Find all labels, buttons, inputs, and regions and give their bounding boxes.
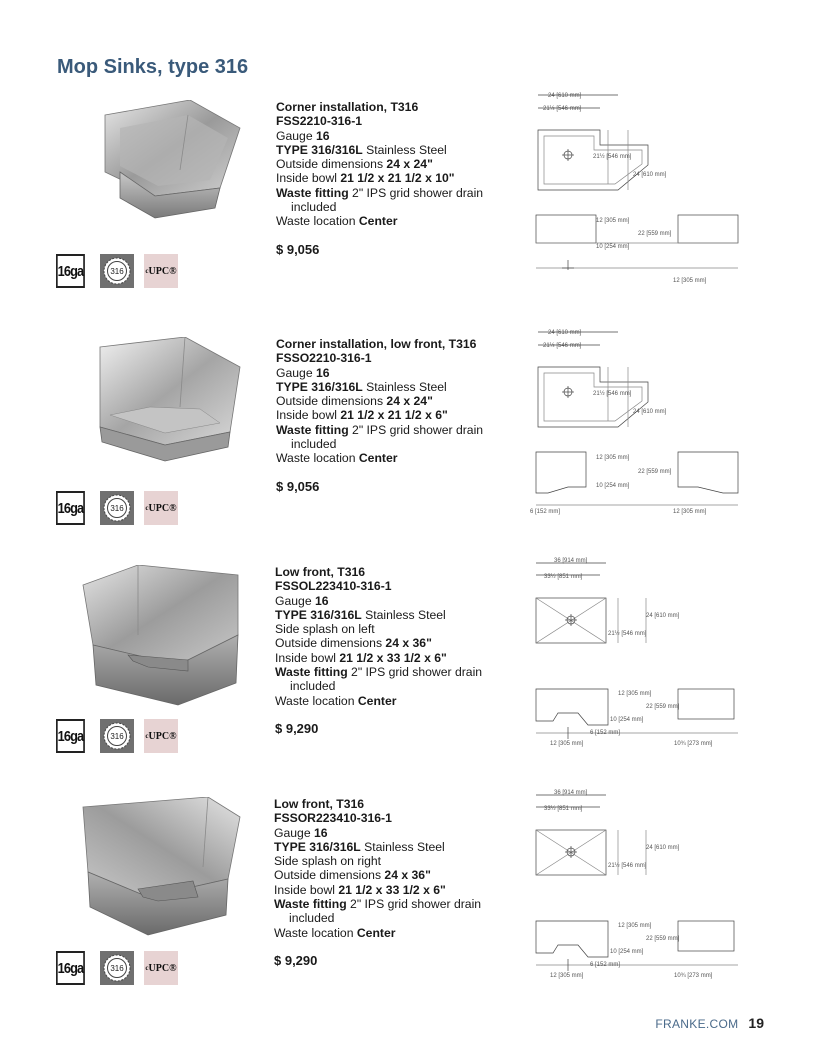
product-name: Corner installation, T316 xyxy=(276,100,419,114)
inside-bowl-line: Inside bowl 21 1/2 x 33 1/2 x 6" xyxy=(274,882,446,897)
dim-label: 36 [914 mm] xyxy=(554,558,588,564)
certification-badges xyxy=(56,254,178,290)
gauge-badge: 16ga xyxy=(56,719,85,753)
type-line: TYPE 316/316L Stainless Steel xyxy=(276,379,447,394)
dim-label: 12 [305 mm] xyxy=(550,973,584,979)
technical-drawing xyxy=(528,90,748,290)
upc-badge: c UPC® xyxy=(144,254,178,288)
product-name: Low front, T316 xyxy=(275,565,366,579)
dim-label: 36 [914 mm] xyxy=(554,790,588,796)
type-line: TYPE 316/316L Stainless Steel xyxy=(274,839,445,854)
dim-label: 21½ [546 mm] xyxy=(608,631,647,637)
dim-label: 10¾ [273 mm] xyxy=(674,973,713,979)
dim-label: 24 [610 mm] xyxy=(633,409,667,415)
product-photo xyxy=(80,100,252,250)
outside-dimensions-line: Outside dimensions 24 x 36" xyxy=(275,636,432,651)
type-316-badge-icon xyxy=(100,719,134,753)
dim-label: 24 [610 mm] xyxy=(646,845,680,851)
upc-badge: c UPC® xyxy=(144,491,178,525)
outside-dimensions-line: Outside dimensions 24 x 36" xyxy=(274,868,431,883)
page-number: 19 xyxy=(748,1015,764,1031)
dim-label: 24 [610 mm] xyxy=(646,613,680,619)
waste-included: included xyxy=(289,911,335,926)
dim-label: 6 [152 mm] xyxy=(530,509,561,515)
product-model: FSSOR223410-316-1 xyxy=(274,811,392,826)
outside-dimensions-line: Outside dimensions 24 x 24" xyxy=(276,157,433,172)
upc-badge: c UPC® xyxy=(144,719,178,753)
product-fssor223410 xyxy=(0,790,816,1029)
product-price: $ 9,056 xyxy=(276,478,320,494)
certification-badges xyxy=(56,719,178,755)
dim-label: 12 [305 mm] xyxy=(550,741,584,747)
dim-label: 22 [559 mm] xyxy=(638,469,672,475)
side-splash-line: Side splash on left xyxy=(275,622,375,637)
technical-drawing xyxy=(528,327,748,527)
product-photo xyxy=(78,797,244,947)
dim-label: 12 [305 mm] xyxy=(673,278,707,284)
product-price: $ 9,290 xyxy=(274,952,318,968)
dim-label: 10 [254 mm] xyxy=(610,949,644,955)
type-316-badge-icon xyxy=(100,491,134,525)
svg-text:316: 316 xyxy=(110,504,124,513)
dim-label: 10¾ [273 mm] xyxy=(674,741,713,747)
page-title: Mop Sinks, type 316 xyxy=(57,56,249,78)
dim-label: 10 [254 mm] xyxy=(596,483,630,489)
product-photo xyxy=(80,337,252,487)
waste-fitting-line: Waste fitting 2" IPS grid shower drain xyxy=(276,422,484,437)
dim-label: 6 [152 mm] xyxy=(590,962,621,968)
gauge-line: Gauge 16 xyxy=(276,128,330,143)
dim-label: 24 [610 mm] xyxy=(548,330,582,336)
product-name: Low front, T316 xyxy=(274,797,365,811)
gauge-line: Gauge 16 xyxy=(274,825,328,840)
product-price: $ 9,290 xyxy=(275,720,319,736)
waste-location-line: Waste location Center xyxy=(274,925,396,940)
dim-label: 21½ [546 mm] xyxy=(543,343,582,349)
dim-label: 22 [559 mm] xyxy=(638,231,672,237)
dim-label: 12 [305 mm] xyxy=(596,218,630,224)
product-name: Corner installation, low front, T316 xyxy=(276,337,477,351)
dim-label: 33½ [851 mm] xyxy=(544,574,583,580)
outside-dimensions-line: Outside dimensions 24 x 24" xyxy=(276,394,433,409)
product-model: FSSO2210-316-1 xyxy=(276,351,372,366)
dim-label: 12 [305 mm] xyxy=(618,691,652,697)
inside-bowl-line: Inside bowl 21 1/2 x 21 1/2 x 6" xyxy=(276,408,448,423)
type-316-badge-icon xyxy=(100,951,134,985)
page-footer xyxy=(655,1015,764,1031)
dim-label: 12 [305 mm] xyxy=(673,509,707,515)
gauge-line: Gauge 16 xyxy=(276,365,330,380)
product-spec xyxy=(276,100,526,257)
waste-location-line: Waste location Center xyxy=(276,214,398,229)
certification-badges xyxy=(56,491,178,527)
technical-drawing xyxy=(528,553,748,753)
dim-label: 22 [559 mm] xyxy=(646,704,680,710)
dim-label: 21½ [546 mm] xyxy=(593,391,632,397)
svg-text:316: 316 xyxy=(110,964,124,973)
waste-included: included xyxy=(291,200,337,215)
inside-bowl-line: Inside bowl 21 1/2 x 21 1/2 x 10" xyxy=(276,171,455,186)
technical-drawing xyxy=(528,785,748,985)
gauge-badge: 16ga xyxy=(56,951,85,985)
waste-fitting-line: Waste fitting 2" IPS grid shower drain xyxy=(275,665,483,680)
product-model: FSS2210-316-1 xyxy=(276,114,363,129)
product-price: $ 9,056 xyxy=(276,241,320,257)
type-316-badge-icon xyxy=(100,254,134,288)
waste-location-line: Waste location Center xyxy=(276,451,398,466)
side-splash-line: Side splash on right xyxy=(274,854,382,869)
dim-label: 22 [559 mm] xyxy=(646,936,680,942)
upc-badge: c UPC® xyxy=(144,951,178,985)
gauge-badge: 16ga xyxy=(56,491,85,525)
product-spec xyxy=(274,797,524,968)
product-spec xyxy=(276,337,526,494)
footer-site-link[interactable]: FRANKE.COM xyxy=(655,1017,739,1031)
type-line: TYPE 316/316L Stainless Steel xyxy=(276,142,447,157)
dim-label: 33½ [851 mm] xyxy=(544,806,583,812)
dim-label: 21½ [546 mm] xyxy=(593,154,632,160)
waste-included: included xyxy=(290,679,336,694)
product-model: FSSOL223410-316-1 xyxy=(275,579,392,594)
gauge-line: Gauge 16 xyxy=(275,593,329,608)
waste-location-line: Waste location Center xyxy=(275,693,397,708)
waste-fitting-line: Waste fitting 2" IPS grid shower drain xyxy=(274,897,482,912)
product-photo xyxy=(78,565,240,715)
svg-text:316: 316 xyxy=(110,732,124,741)
product-fss2210 xyxy=(0,93,816,332)
inside-bowl-line: Inside bowl 21 1/2 x 33 1/2 x 6" xyxy=(275,650,447,665)
dim-label: 10 [254 mm] xyxy=(610,717,644,723)
gauge-badge: 16ga xyxy=(56,254,85,288)
dim-label: 21½ [546 mm] xyxy=(608,863,647,869)
dim-label: 24 [610 mm] xyxy=(633,172,667,178)
product-fssol223410 xyxy=(0,558,816,797)
certification-badges xyxy=(56,951,178,987)
dim-label: 21½ [546 mm] xyxy=(543,106,582,112)
product-spec xyxy=(275,565,525,736)
dim-label: 10 [254 mm] xyxy=(596,244,630,250)
dim-label: 12 [305 mm] xyxy=(596,455,630,461)
waste-fitting-line: Waste fitting 2" IPS grid shower drain xyxy=(276,185,484,200)
product-fsso2210 xyxy=(0,330,816,569)
dim-label: 6 [152 mm] xyxy=(590,730,621,736)
type-line: TYPE 316/316L Stainless Steel xyxy=(275,607,446,622)
waste-included: included xyxy=(291,437,337,452)
dim-label: 12 [305 mm] xyxy=(618,923,652,929)
svg-text:316: 316 xyxy=(110,267,124,276)
dim-label: 24 [610 mm] xyxy=(548,93,582,99)
